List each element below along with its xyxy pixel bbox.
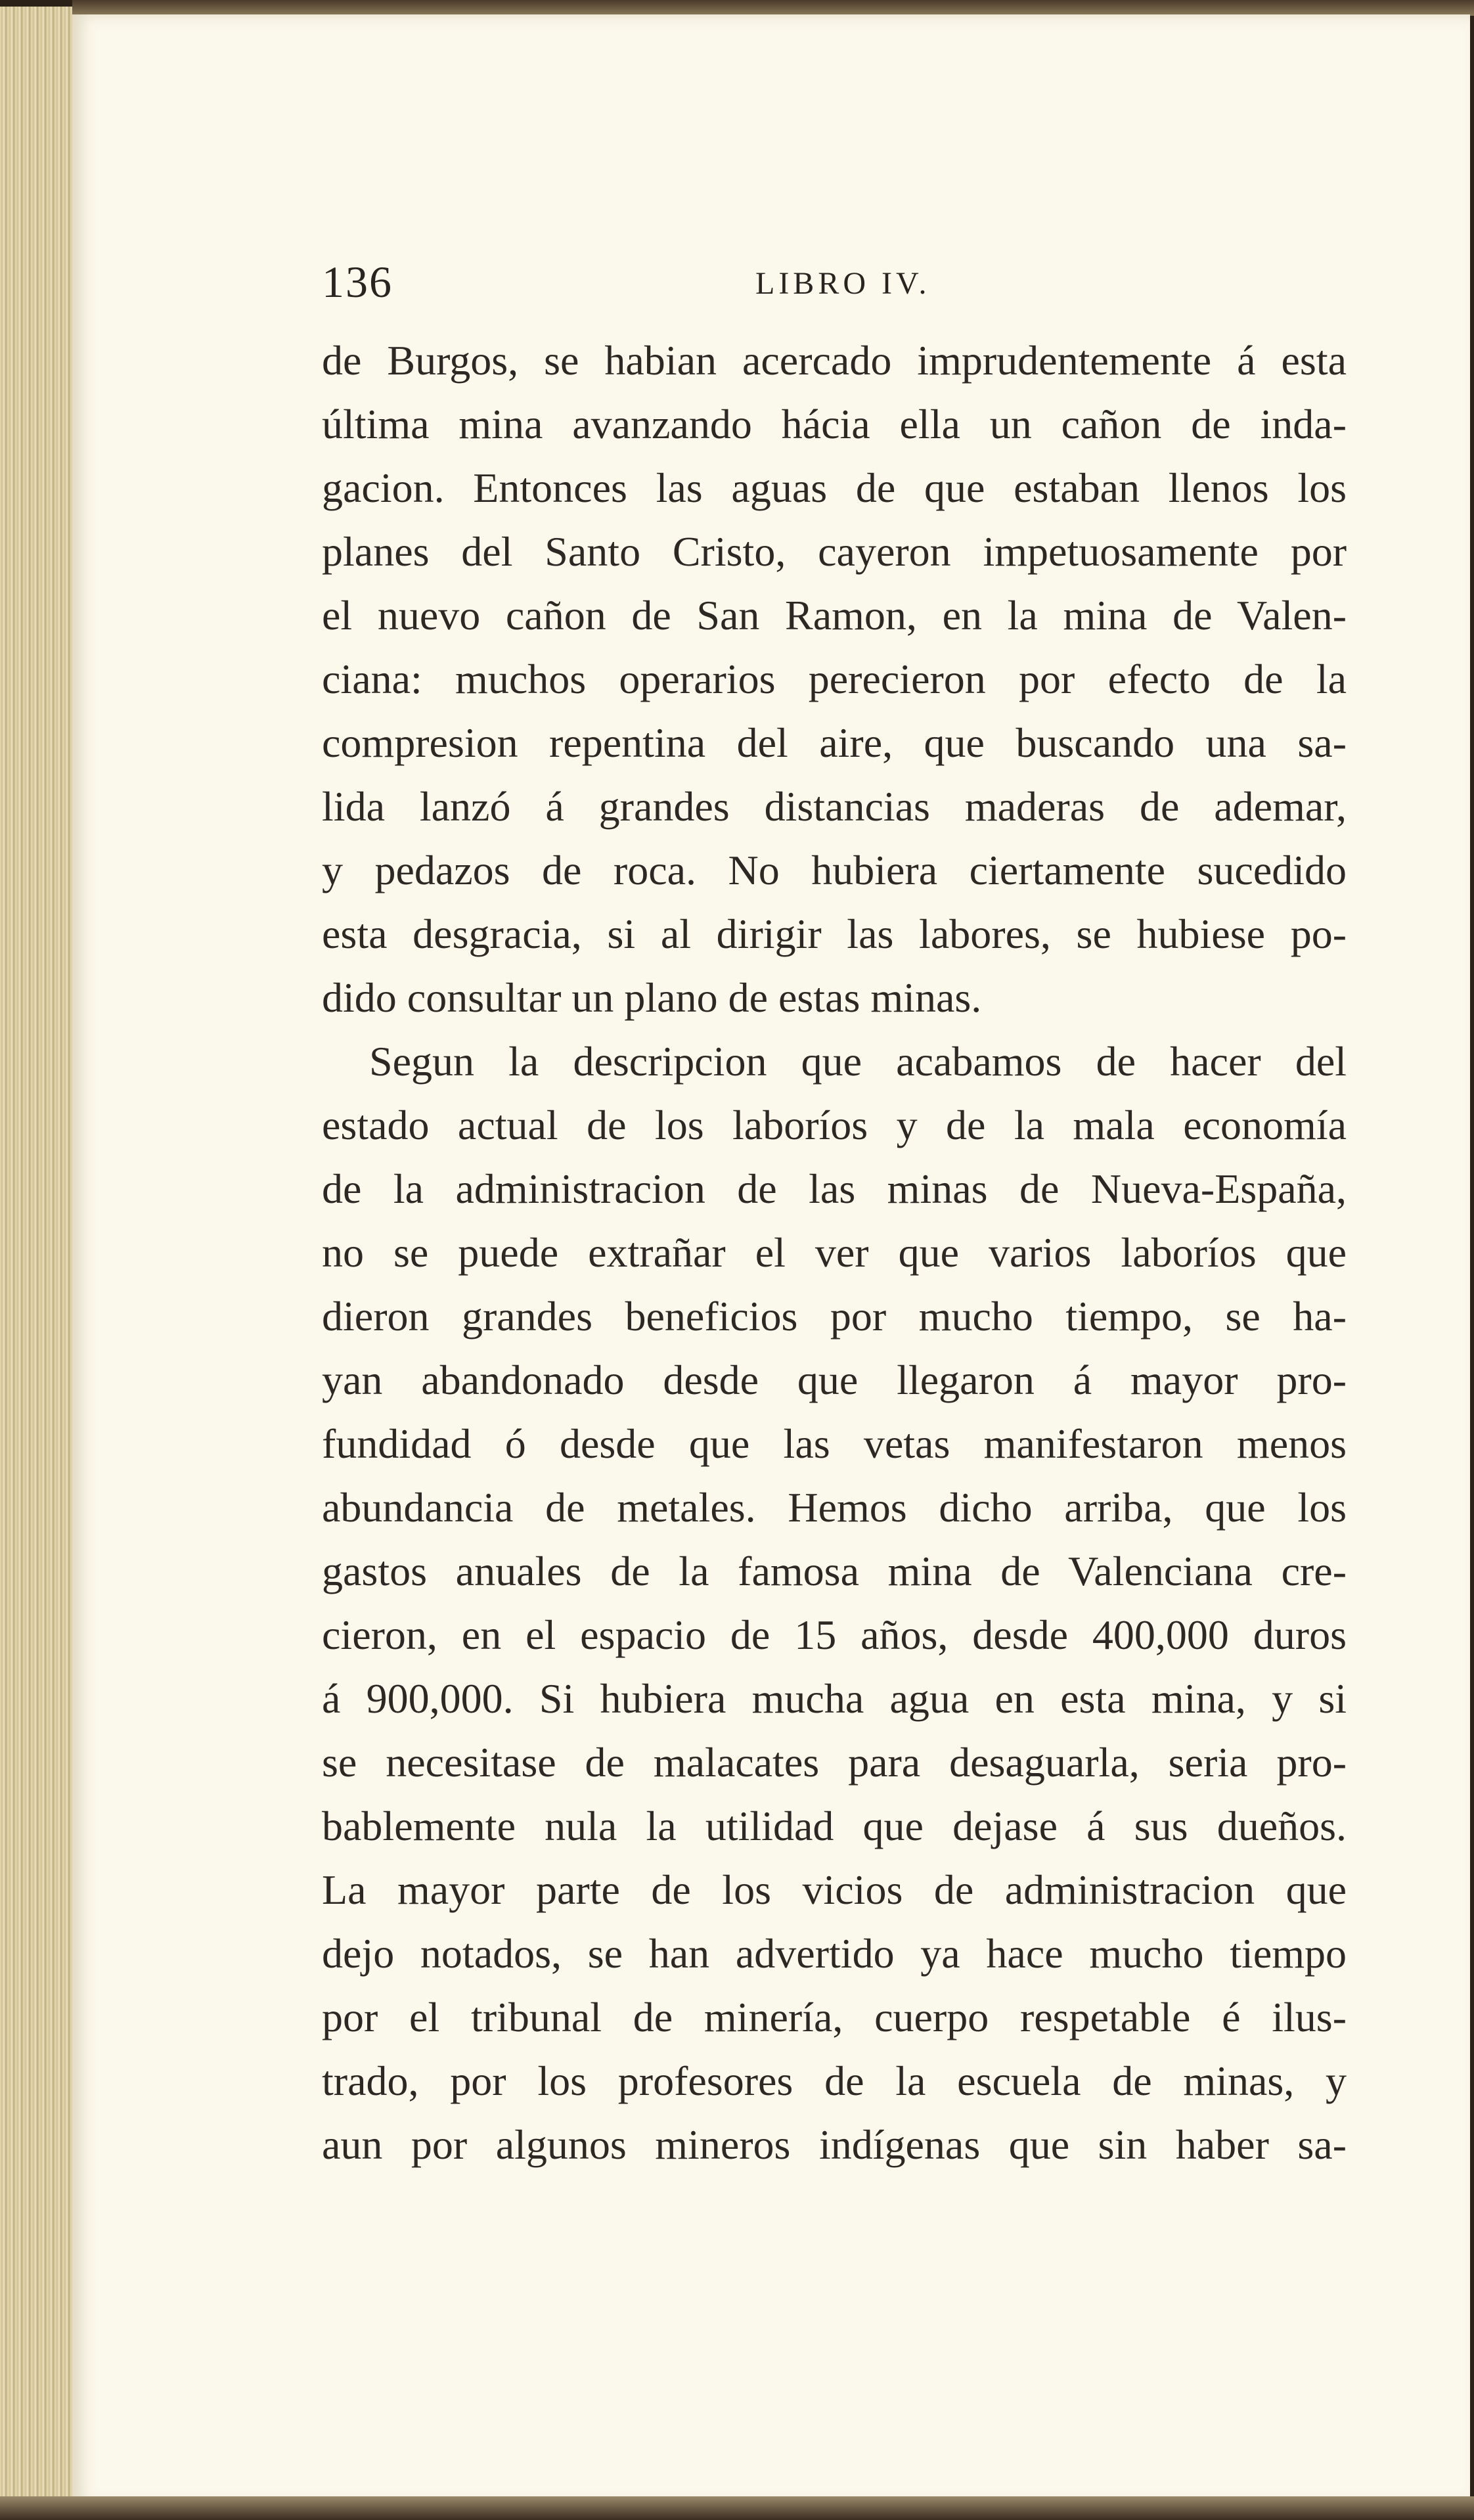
text-line: trado, por los profesores de la escuela de minas, y: [322, 2058, 1347, 2104]
text-line: última mina avanzando hácia ella un cañon de inda-: [322, 401, 1347, 447]
page-edges: [0, 7, 79, 2496]
text-line: por el tribunal de minería, cuerpo respetable é ilus-: [322, 1994, 1347, 2040]
text-line: esta desgracia, si al dirigir las labores, se hubiese po-: [322, 911, 1347, 957]
page-number: 136: [322, 257, 393, 307]
text-line: yan abandonado desde que llegaron á mayor pro-: [322, 1357, 1347, 1403]
paragraph-start-line: Segun la descripcion que acabamos de hacer del: [369, 1038, 1347, 1085]
text-line: estado actual de los laboríos y de la mala economía: [322, 1102, 1347, 1148]
running-head: LIBRO IV.: [755, 266, 931, 301]
text-line: lida lanzó á grandes distancias maderas de ademar,: [322, 783, 1347, 830]
book-top-edge: [72, 0, 1474, 16]
page-header: [322, 256, 1347, 315]
text-line: fundidad ó desde que las vetas manifestaron menos: [322, 1420, 1347, 1467]
text-line: se necesitase de malacates para desaguarla, seria pro-: [322, 1739, 1347, 1786]
text-line: ciana: muchos operarios perecieron por efecto de la: [322, 656, 1347, 702]
text-line: de Burgos, se habian acercado imprudentemente á esta: [322, 337, 1347, 384]
body-text: [322, 328, 1347, 2176]
book-bottom-edge: [0, 2496, 1474, 2520]
text-line: y pedazos de roca. No hubiera ciertamente sucedido: [322, 847, 1347, 893]
text-line: dejo notados, se han advertido ya hace mucho tiempo: [322, 1930, 1347, 1977]
text-line: de la administracion de las minas de Nueva-España,: [322, 1165, 1347, 1212]
text-line: La mayor parte de los vicios de administracion que: [322, 1866, 1347, 1913]
text-line: dido consultar un plano de estas minas.: [322, 974, 982, 1021]
text-line: dieron grandes beneficios por mucho tiempo, se ha-: [322, 1293, 1347, 1339]
text-line: gastos anuales de la famosa mina de Valenciana cre-: [322, 1548, 1347, 1594]
text-line: planes del Santo Cristo, cayeron impetuosamente por: [322, 528, 1347, 575]
text-line: aun por algunos mineros indígenas que sin haber sa-: [322, 2121, 1347, 2168]
text-line: gacion. Entonces las aguas de que estaban llenos los: [322, 464, 1347, 511]
text-line: compresion repentina del aire, que buscando una sa-: [322, 719, 1347, 766]
text-line: abundancia de metales. Hemos dicho arriba, que los: [322, 1484, 1347, 1531]
text-line: el nuevo cañon de San Ramon, en la mina de Valen-: [322, 592, 1347, 639]
text-line: cieron, en el espacio de 15 años, desde 400,000 duros: [322, 1611, 1347, 1658]
text-line: bablemente nula la utilidad que dejase á sus dueños.: [322, 1803, 1347, 1849]
text-line: no se puede extrañar el ver que varios laboríos que: [322, 1229, 1347, 1276]
text-line: á 900,000. Si hubiera mucha agua en esta mina, y si: [322, 1675, 1347, 1722]
